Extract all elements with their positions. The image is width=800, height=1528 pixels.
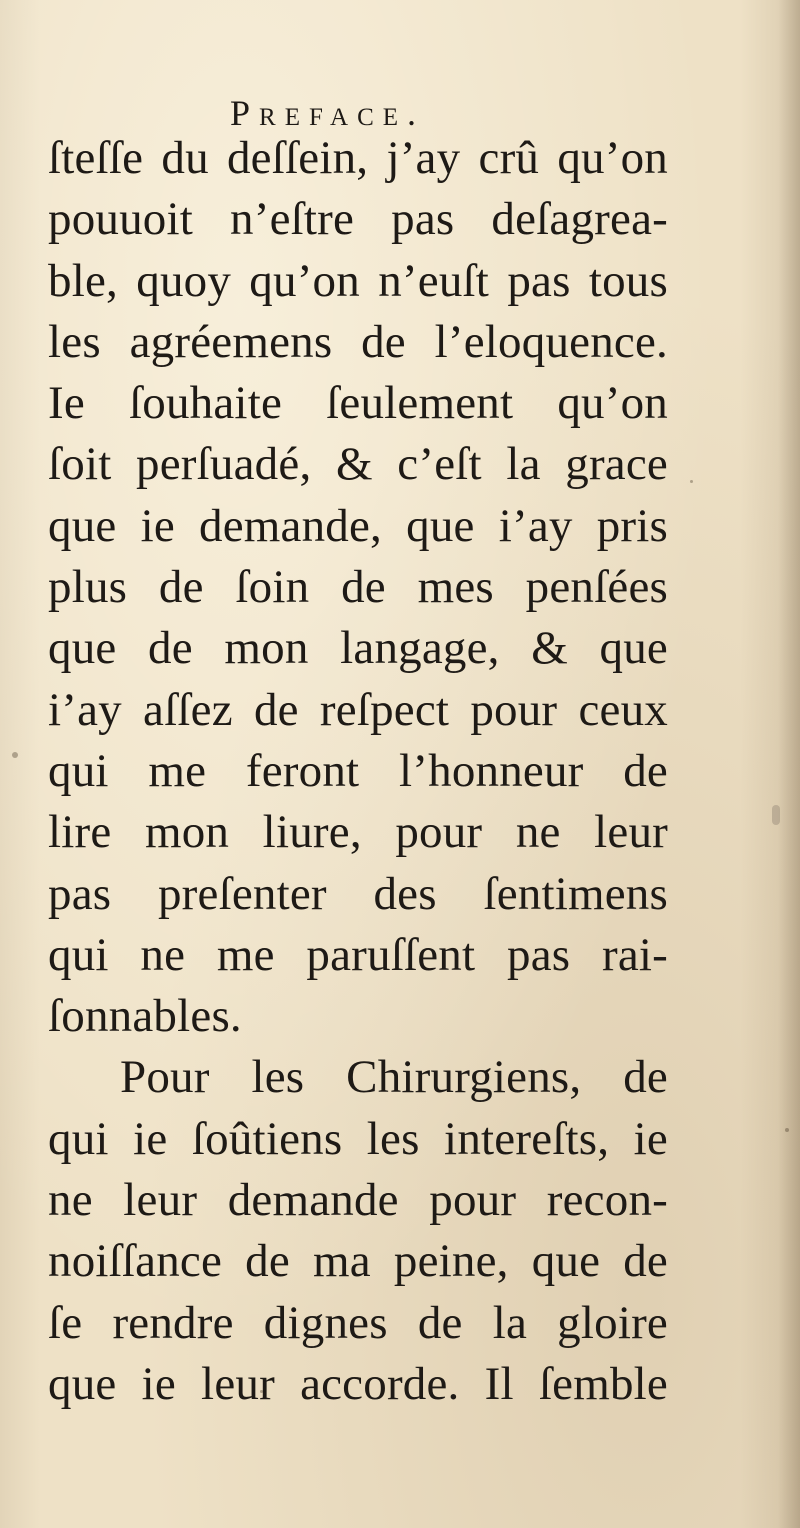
paper-speck xyxy=(12,752,18,758)
text-line: qui me feront l’honneur de xyxy=(48,744,668,797)
text-line: que de mon langage, & que xyxy=(48,622,668,675)
text-line: que ie leur accorde. Il ſemble xyxy=(48,1357,668,1410)
text-line: ſteſſe du deſſein, j’ay crû qu’on xyxy=(48,132,668,184)
text-line: i’ay aſſez de reſpect pour ceux xyxy=(48,683,668,736)
text-line: qui ne me paruſſent pas rai- xyxy=(48,928,668,981)
paper-speck xyxy=(772,805,780,825)
body-text xyxy=(48,128,668,1415)
running-title: Preface. xyxy=(230,93,426,133)
page-edge-shadow xyxy=(778,0,800,1528)
paper-speck xyxy=(785,1128,789,1132)
text-line: Ie ſouhaite ſeulement qu’on xyxy=(48,377,668,430)
text-line: que ie demande, que i’ay pris xyxy=(48,499,668,552)
text-line: pas preſenter des ſentimens xyxy=(48,867,668,920)
paper-speck xyxy=(690,480,693,483)
text-line: ble, quoy qu’on n’euſt pas tous xyxy=(48,254,668,307)
text-line: ne leur demande pour recon- xyxy=(48,1174,668,1227)
paper-speck xyxy=(260,1390,263,1393)
text-line: noiſſance de ma peine, que de xyxy=(48,1235,668,1288)
text-line: pouuoit n’eſtre pas deſagrea- xyxy=(48,193,668,246)
text-line: qui ie ſoûtiens les intereſts, ie xyxy=(48,1112,668,1165)
text-line: les agréemens de l’eloquence. xyxy=(48,315,668,368)
text-line: ſonnables. xyxy=(48,990,242,1043)
text-line: plus de ſoin de mes penſées xyxy=(48,561,668,614)
text-line: ſe rendre dignes de la gloire xyxy=(48,1296,668,1349)
text-line: lire mon liure, pour ne leur xyxy=(48,806,668,859)
paragraph-start-line: Pour les Chirurgiens, de xyxy=(120,1051,668,1104)
text-line: ſoit perſuadé, & c’eſt la grace xyxy=(48,438,668,491)
